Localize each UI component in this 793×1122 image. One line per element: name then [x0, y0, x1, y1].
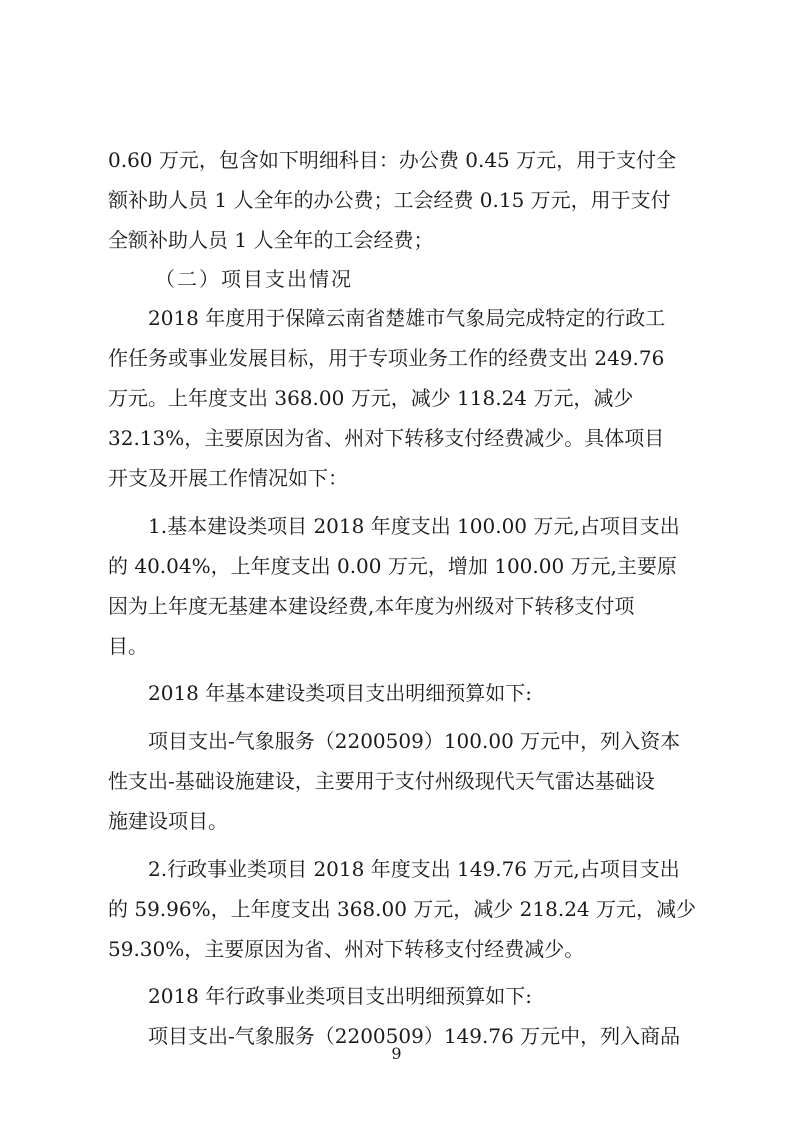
body-text-line: 2018 年行政事业类项目支出明细预算如下:	[148, 984, 532, 1008]
body-text-line: 2018 年基本建设类项目支出明细预算如下:	[148, 681, 532, 705]
body-text-line: 项目支出-气象服务（2200509）100.00 万元中，列入资本	[148, 729, 681, 753]
body-text-line: 因为上年度无基建本建设经费,本年度为州级对下转移支付项	[108, 594, 635, 618]
body-text-line: 2018 年度用于保障云南省楚雄市气象局完成特定的行政工	[148, 306, 666, 330]
body-text-line: 1.基本建设类项目 2018 年度支出 100.00 万元,占项目支出	[148, 514, 680, 538]
body-text-line: 作任务或事业发展目标，用于专项业务工作的经费支出 249.76	[108, 346, 665, 370]
body-text-line: 32.13%，主要原因为省、州对下转移支付经费减少。具体项目	[108, 426, 665, 450]
body-text-line: 项目支出-气象服务（2200509）149.76 万元中，列入商品	[148, 1024, 681, 1048]
body-text-line: 的 59.96%，上年度支出 368.00 万元，减少 218.24 万元，减少	[108, 897, 697, 921]
page-number: 9	[391, 1044, 402, 1063]
body-text-line: 性支出-基础设施建设，主要用于支付州级现代天气雷达基础设	[108, 769, 655, 793]
body-text-line: 万元。上年度支出 368.00 万元，减少 118.24 万元，减少	[108, 386, 634, 410]
body-text-line: 全额补助人员 1 人全年的工会经费；	[108, 228, 434, 252]
body-text-line: 0.60 万元，包含如下明细科目：办公费 0.45 万元，用于支付全	[108, 148, 677, 172]
body-text-line: 的 40.04%，上年度支出 0.00 万元，增加 100.00 万元,主要原	[108, 554, 677, 578]
body-text-line: 施建设项目。	[108, 809, 228, 833]
body-text-line: 额补助人员 1 人全年的办公费；工会经费 0.15 万元，用于支付	[108, 188, 671, 212]
body-text-line: 59.30%，主要原因为省、州对下转移支付经费减少。	[108, 937, 585, 961]
body-text-line: 目。	[108, 634, 148, 658]
section-heading: （二）项目支出情况	[155, 267, 353, 291]
body-text-line: 开支及开展工作情况如下：	[108, 466, 348, 490]
body-text-line: 2.行政事业类项目 2018 年度支出 149.76 万元,占项目支出	[148, 857, 680, 881]
